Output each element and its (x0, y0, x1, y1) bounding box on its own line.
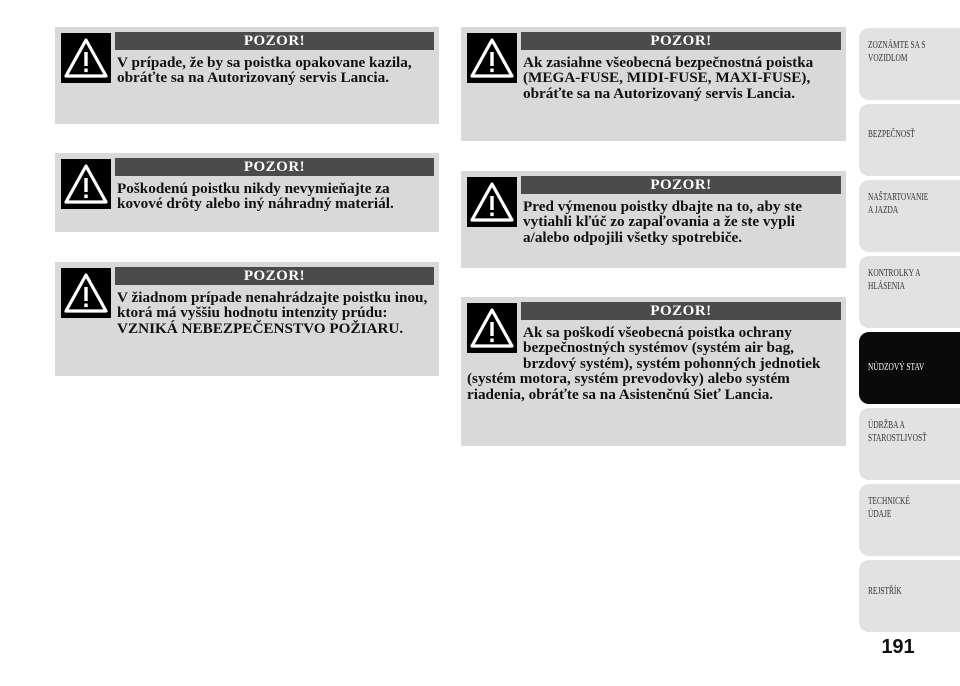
tab-label: NÚDZOVÝ STAV (868, 361, 925, 373)
tab-label: TECHNICKÉ ÚDAJE (868, 495, 910, 520)
tab-label: BEZPEČNOSŤ (868, 128, 915, 140)
tab-label: KONTROLKY A HLÁSENIA (868, 267, 921, 292)
warning-text: Poškodenú poistku nikdy nevymieňajte za kovové drôty alebo iný náhradný materiál. (117, 180, 394, 213)
tab-nudzovy-stav[interactable] (859, 332, 960, 404)
tab-bezpecnost[interactable] (859, 104, 960, 176)
page-number: 191 (881, 636, 915, 658)
tab-label: NAŠTARTOVANIE A JAZDA (868, 191, 929, 216)
warning-box (461, 297, 846, 446)
warning-header: POZOR! (521, 32, 841, 50)
warning-text: V prípade, že by sa poistka opakovane kazila, obráťte sa na Autorizovaný servis Lancia. (117, 54, 412, 87)
tab-technicke-udaje[interactable] (859, 484, 960, 556)
warning-header: POZOR! (115, 32, 434, 50)
tab-label: REJSTŘÍK (868, 585, 902, 597)
tab-udrzba[interactable] (859, 408, 960, 480)
warning-text: Ak zasiahne všeobecná bezpečnostná poistka (MEGA-FUSE, MIDI-FUSE, MAXI-FUSE), obráťte sa na Autorizovaný servis Lancia. (523, 54, 814, 102)
tab-rejstrik[interactable] (859, 560, 960, 632)
tab-nastartovanie[interactable] (859, 180, 960, 252)
warning-header: POZOR! (521, 302, 841, 320)
warning-box (461, 171, 846, 268)
warning-box (55, 27, 439, 124)
tab-label: ZOZNÁMTE SA S VOZIDLOM (868, 39, 926, 64)
warning-header: POZOR! (115, 158, 434, 176)
warning-text: V žiadnom prípade nenahrádzajte poistku inou, ktorá má vyššiu hodnotu intenzity prúdu: VZNIKÁ NEBEZPEČENSTVO POŽIARU. (117, 289, 428, 337)
warning-box (461, 27, 846, 141)
warning-header: POZOR! (521, 176, 841, 194)
tab-kontrolky[interactable] (859, 256, 960, 328)
warning-box (55, 153, 439, 232)
warning-text: Ak sa poškodí všeobecná poistka ochrany bezpečnostných systémov (systém air bag, brzdový systém), systém pohonných jednotiek (systém motora, systém prevodovky) alebo systém riadenia, obráťte sa na Asistenčnú Sieť Lancia. (467, 324, 821, 403)
tab-zoznamte-sa[interactable] (859, 28, 960, 100)
warning-text: Pred výmenou poistky dbajte na to, aby ste vytiahli kľúč zo zapaľovania a že ste vypli a/alebo odpojili všetky spotrebiče. (523, 198, 803, 246)
warning-box (55, 262, 439, 376)
tab-label: ÚDRŽBA A STAROSTLIVOSŤ (868, 419, 927, 444)
warning-header: POZOR! (115, 267, 434, 285)
